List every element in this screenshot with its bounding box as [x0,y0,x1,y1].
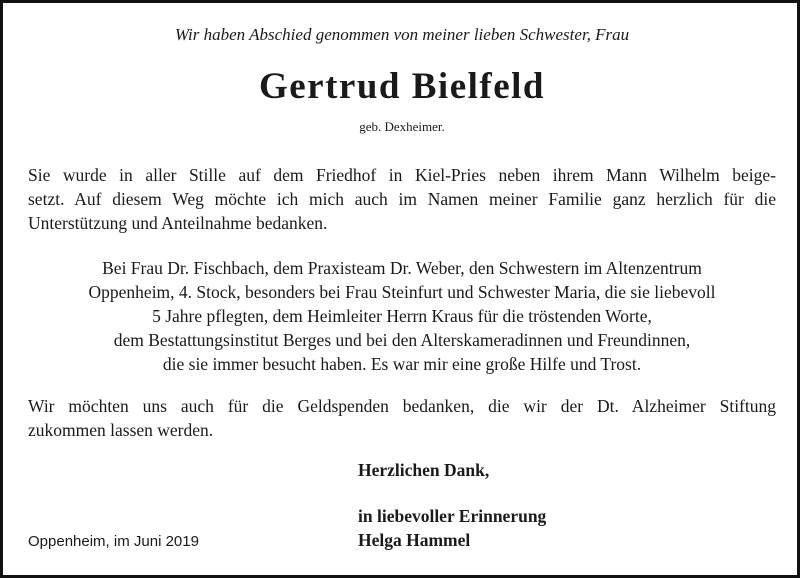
text-line: Wir möchten uns auch für die Geldspenden bedanken, die wir der Dt. Alzheimer Stiftung [28,396,776,416]
memory-line: in liebevoller Erinnerung [358,506,547,526]
paragraph-donations [28,394,776,442]
paragraph-burial [28,163,776,235]
signature-name: Helga Hammel [358,530,471,550]
closing-thanks: Herzlichen Dank, [358,460,490,480]
signature-block [358,504,546,552]
deceased-name: Gertrud Bielfeld [258,66,546,107]
text-line: Oppenheim, 4. Stock, besonders bei Frau Steinfurt und Schwester Maria, die sie liebevoll [88,282,716,302]
paragraph-thanks-caregivers [28,256,776,376]
text-line: Unterstützung und Anteilnahme bedanken. [28,213,328,233]
text-line: die sie immer besucht haben. Es war mir eine große Hilfe und Trost. [162,354,642,374]
birth-name: geb. Dexheimer. [359,119,445,134]
text-line: 5 Jahre pflegten, dem Heimleiter Herrn Kraus für die tröstenden Worte, [152,306,652,326]
text-line: setzt. Auf diesem Weg möchte ich mich auch im Namen meiner Familie ganz herzlich für die [28,189,776,209]
intro-line: Wir haben Abschied genommen von meiner lieben Schwester, Frau [174,25,630,44]
text-line: Sie wurde in aller Stille auf dem Friedhof in Kiel-Pries neben ihrem Mann Wilhelm beige- [28,165,776,185]
text-line: zukommen lassen werden. [28,420,214,440]
place-date: Oppenheim, im Juni 2019 [28,533,199,550]
text-line: dem Bestattungsinstitut Berges und bei den Alterskameradinnen und Freundinnen, [113,330,691,350]
text-line: Bei Frau Dr. Fischbach, dem Praxisteam Dr. Weber, den Schwestern im Altenzentrum [102,258,702,278]
